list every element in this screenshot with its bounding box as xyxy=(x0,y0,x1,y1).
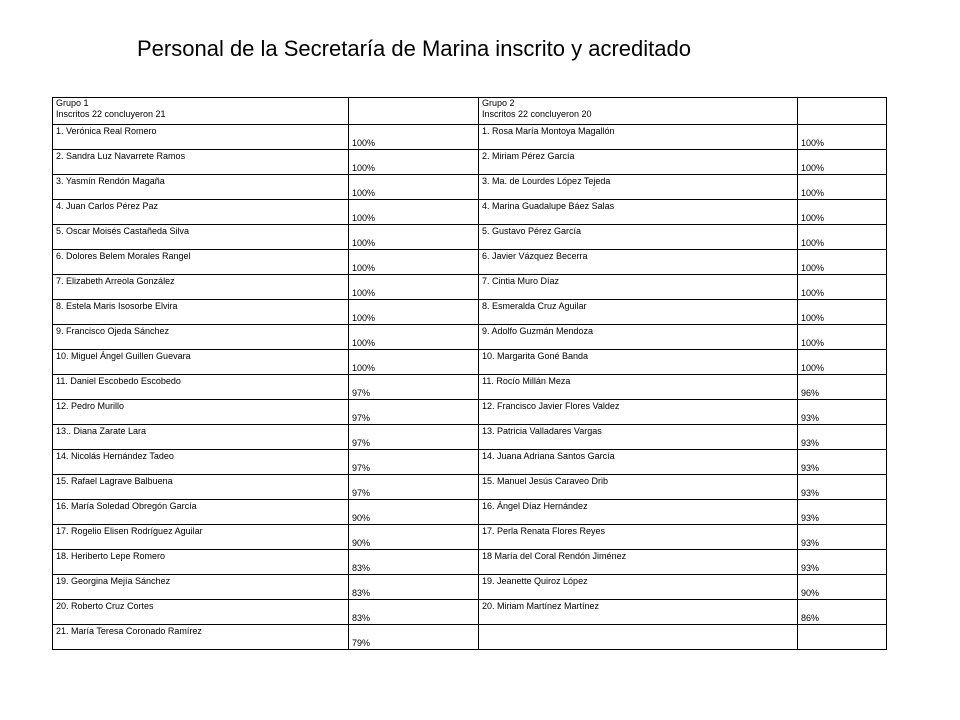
group-2-summary: Inscritos 22 concluyeron 20 xyxy=(482,109,592,119)
group-2-name-cell xyxy=(479,275,798,300)
group-header-row xyxy=(53,98,887,125)
participant-name: 3. Yasmín Rendón Magaña xyxy=(56,176,165,186)
completion-percentage: 100% xyxy=(352,288,376,298)
group-2-pct-cell xyxy=(798,300,887,325)
group-1-pct-cell xyxy=(349,500,479,525)
completion-percentage: 100% xyxy=(352,213,376,223)
completion-percentage: 100% xyxy=(352,313,376,323)
participant-name: 19. Georgina Mejía Sánchez xyxy=(56,576,171,586)
participant-name: 14. Juana Adriana Santos García xyxy=(482,451,615,461)
group-1-name-cell xyxy=(53,525,349,550)
group-1-summary: Inscritos 22 concluyeron 21 xyxy=(56,109,166,119)
group-1-name-cell xyxy=(53,250,349,275)
participant-name: 13. Patricia Valladares Vargas xyxy=(482,426,602,436)
group-1-pct-cell xyxy=(349,400,479,425)
group-1-pct-cell xyxy=(349,275,479,300)
group-1-name-cell xyxy=(53,500,349,525)
participant-name: 15. Manuel Jesús Caraveo Drib xyxy=(482,476,609,486)
completion-percentage: 100% xyxy=(801,263,825,273)
participant-name: 5. Oscar Moisés Castañeda Silva xyxy=(56,226,190,236)
participant-name: 21. María Teresa Coronado Ramírez xyxy=(56,626,202,636)
group-2-pct-cell xyxy=(798,250,887,275)
completion-percentage: 100% xyxy=(352,138,376,148)
group-1-pct-cell xyxy=(349,625,479,650)
group-1-name-cell xyxy=(53,375,349,400)
participant-name: 1. Rosa María Montoya Magallón xyxy=(482,126,615,136)
group-1-name-cell xyxy=(53,125,349,150)
group-1-pct-cell xyxy=(349,375,479,400)
group-2-name-cell xyxy=(479,600,798,625)
table-row xyxy=(53,350,887,375)
group-2-pct-cell xyxy=(798,400,887,425)
participant-name: 10. Miguel Ángel Guillen Guevara xyxy=(56,351,191,361)
group-2-pct-cell xyxy=(798,375,887,400)
group-2-pct-cell xyxy=(798,475,887,500)
participant-name: 11. Rocío Millán Meza xyxy=(482,376,571,386)
group-2-name-cell xyxy=(479,200,798,225)
roster-table xyxy=(52,97,887,650)
completion-percentage: 83% xyxy=(352,613,371,623)
completion-percentage: 100% xyxy=(801,163,825,173)
group-1-header xyxy=(53,98,349,125)
group-2-pct-cell xyxy=(798,525,887,550)
group-1-name-cell xyxy=(53,150,349,175)
group-1-name-cell xyxy=(53,300,349,325)
group-2-name-cell xyxy=(479,575,798,600)
participant-name: 7. Cintia Muro Díaz xyxy=(482,276,560,286)
group-2-pct-cell xyxy=(798,125,887,150)
participant-name: 3. Ma. de Lourdes López Tejeda xyxy=(482,176,611,186)
completion-percentage: 83% xyxy=(352,563,371,573)
group-2-pct-cell xyxy=(798,150,887,175)
group-1-pct-cell xyxy=(349,300,479,325)
group-2-name-cell xyxy=(479,175,798,200)
group-1-pct-cell xyxy=(349,350,479,375)
completion-percentage: 100% xyxy=(801,138,825,148)
participant-name: 18. Heriberto Lepe Romero xyxy=(56,551,166,561)
group-2-pct-cell xyxy=(798,275,887,300)
completion-percentage: 96% xyxy=(801,388,820,398)
group-2-name-cell xyxy=(479,250,798,275)
participant-name: 5. Gustavo Pérez García xyxy=(482,226,582,236)
table-row xyxy=(53,200,887,225)
completion-percentage: 86% xyxy=(801,613,820,623)
group-1-name-cell xyxy=(53,450,349,475)
completion-percentage: 93% xyxy=(801,513,820,523)
group-1-name-cell xyxy=(53,425,349,450)
participant-name: 1. Verónica Real Romero xyxy=(56,126,157,136)
participant-name: 2. Sandra Luz Navarrete Ramos xyxy=(56,151,186,161)
table-row xyxy=(53,125,887,150)
group-1-name-cell xyxy=(53,175,349,200)
participant-name: 10. Margarita Goné Banda xyxy=(482,351,589,361)
group-1-name-cell xyxy=(53,225,349,250)
group-1-header-pct-cell xyxy=(349,98,479,125)
table-row xyxy=(53,150,887,175)
table-row xyxy=(53,525,887,550)
table-row xyxy=(53,500,887,525)
completion-percentage: 97% xyxy=(352,463,371,473)
table-row xyxy=(53,475,887,500)
group-2-pct-cell xyxy=(798,175,887,200)
completion-percentage: 93% xyxy=(801,563,820,573)
group-2-pct-cell xyxy=(798,600,887,625)
group-2-name-cell xyxy=(479,300,798,325)
table-row xyxy=(53,450,887,475)
participant-name: 11. Daniel Escobedo Escobedo xyxy=(56,376,181,386)
group-2-header-pct-cell xyxy=(798,98,887,125)
group-1-name-cell xyxy=(53,550,349,575)
participant-name: 9. Francisco Ojeda Sánchez xyxy=(56,326,170,336)
group-1-pct-cell xyxy=(349,200,479,225)
completion-percentage: 93% xyxy=(801,538,820,548)
completion-percentage: 83% xyxy=(352,588,371,598)
completion-percentage: 97% xyxy=(352,413,371,423)
table-row xyxy=(53,600,887,625)
completion-percentage: 90% xyxy=(352,538,371,548)
participant-name: 13.. Diana Zarate Lara xyxy=(56,426,147,436)
table-row xyxy=(53,625,887,650)
group-1-pct-cell xyxy=(349,600,479,625)
page-title: Personal de la Secretaría de Marina inscrito y acreditado xyxy=(137,36,691,61)
participant-name: 4. Juan Carlos Pérez Paz xyxy=(56,201,159,211)
group-1-name-cell xyxy=(53,625,349,650)
group-2-pct-cell xyxy=(798,325,887,350)
group-1-pct-cell xyxy=(349,450,479,475)
participant-name: 19. Jeanette Quiroz López xyxy=(482,576,588,586)
group-1-name: Grupo 1 xyxy=(56,98,89,108)
group-1-pct-cell xyxy=(349,225,479,250)
table-row xyxy=(53,375,887,400)
table-row xyxy=(53,575,887,600)
group-2-name-cell xyxy=(479,325,798,350)
participant-name: 18 María del Coral Rendón Jiménez xyxy=(482,551,627,561)
completion-percentage: 93% xyxy=(801,488,820,498)
group-1-pct-cell xyxy=(349,550,479,575)
roster-body xyxy=(53,98,887,650)
group-2-name-cell xyxy=(479,350,798,375)
completion-percentage: 93% xyxy=(801,463,820,473)
completion-percentage: 93% xyxy=(801,413,820,423)
group-2-pct-cell xyxy=(798,575,887,600)
completion-percentage: 97% xyxy=(352,388,371,398)
group-2-name-cell xyxy=(479,625,798,650)
group-2-pct-cell xyxy=(798,425,887,450)
group-2-pct-cell xyxy=(798,500,887,525)
group-2-header xyxy=(479,98,798,125)
group-2-pct-cell xyxy=(798,450,887,475)
group-2-pct-cell xyxy=(798,350,887,375)
completion-percentage: 100% xyxy=(801,313,825,323)
group-1-name-cell xyxy=(53,475,349,500)
group-1-pct-cell xyxy=(349,575,479,600)
completion-percentage: 100% xyxy=(352,363,376,373)
completion-percentage: 93% xyxy=(801,438,820,448)
completion-percentage: 100% xyxy=(801,188,825,198)
group-1-pct-cell xyxy=(349,525,479,550)
completion-percentage: 97% xyxy=(352,488,371,498)
participant-name: 20. Roberto Cruz Cortes xyxy=(56,601,154,611)
participant-name: 9. Adolfo Guzmán Mendoza xyxy=(482,326,594,336)
completion-percentage: 79% xyxy=(352,638,371,648)
group-1-pct-cell xyxy=(349,325,479,350)
participant-name: 8. Estela Maris Isosorbe Elvira xyxy=(56,301,178,311)
completion-percentage: 100% xyxy=(801,288,825,298)
participant-name: 17. Rogelio Elisen Rodríguez Aguilar xyxy=(56,526,203,536)
group-2-name-cell xyxy=(479,400,798,425)
participant-name: 2. Miriam Pérez García xyxy=(482,151,575,161)
group-1-name-cell xyxy=(53,275,349,300)
participant-name: 17. Perla Renata Flores Reyes xyxy=(482,526,606,536)
group-1-pct-cell xyxy=(349,425,479,450)
group-2-name-cell xyxy=(479,125,798,150)
completion-percentage: 97% xyxy=(352,438,371,448)
group-2-pct-cell xyxy=(798,200,887,225)
completion-percentage: 100% xyxy=(352,338,376,348)
participant-name: 6. Javier Vázquez Becerra xyxy=(482,251,588,261)
participant-name: 14. Nicolás Hernández Tadeo xyxy=(56,451,174,461)
completion-percentage: 100% xyxy=(352,263,376,273)
completion-percentage: 100% xyxy=(352,163,376,173)
group-1-pct-cell xyxy=(349,250,479,275)
participant-name: 8. Esmeralda Cruz Aguilar xyxy=(482,301,587,311)
group-2-name: Grupo 2 xyxy=(482,98,515,108)
table-row xyxy=(53,225,887,250)
participant-name: 4. Marina Guadalupe Báez Salas xyxy=(482,201,615,211)
table-row xyxy=(53,400,887,425)
completion-percentage: 100% xyxy=(352,238,376,248)
group-2-name-cell xyxy=(479,225,798,250)
group-1-pct-cell xyxy=(349,125,479,150)
table-row xyxy=(53,300,887,325)
completion-percentage: 90% xyxy=(801,588,820,598)
completion-percentage: 100% xyxy=(801,338,825,348)
group-2-name-cell xyxy=(479,525,798,550)
group-2-name-cell xyxy=(479,150,798,175)
group-2-pct-cell xyxy=(798,225,887,250)
group-1-pct-cell xyxy=(349,150,479,175)
participant-name: 15. Rafael Lagrave Balbuena xyxy=(56,476,173,486)
group-1-name-cell xyxy=(53,575,349,600)
completion-percentage: 100% xyxy=(801,213,825,223)
group-2-name-cell xyxy=(479,375,798,400)
table-row xyxy=(53,425,887,450)
group-2-name-cell xyxy=(479,425,798,450)
group-1-pct-cell xyxy=(349,475,479,500)
completion-percentage: 100% xyxy=(801,363,825,373)
table-row xyxy=(53,325,887,350)
participant-name: 7. Elizabeth Arreola González xyxy=(56,276,175,286)
group-1-pct-cell xyxy=(349,175,479,200)
group-1-name-cell xyxy=(53,200,349,225)
participant-name: 6. Dolores Belem Morales Rangel xyxy=(56,251,191,261)
completion-percentage: 90% xyxy=(352,513,371,523)
participant-name: 12. Francisco Javier Flores Valdez xyxy=(482,401,620,411)
table-row xyxy=(53,250,887,275)
group-2-name-cell xyxy=(479,500,798,525)
table-row xyxy=(53,175,887,200)
participant-name: 16. María Soledad Obregón García xyxy=(56,501,197,511)
completion-percentage: 100% xyxy=(352,188,376,198)
participant-name: 16. Ángel Díaz Hernández xyxy=(482,501,588,511)
group-1-name-cell xyxy=(53,600,349,625)
group-1-name-cell xyxy=(53,325,349,350)
group-1-name-cell xyxy=(53,350,349,375)
group-2-pct-cell xyxy=(798,625,887,650)
group-2-name-cell xyxy=(479,475,798,500)
participant-name: 20. Miriam Martínez Martínez xyxy=(482,601,600,611)
group-1-name-cell xyxy=(53,400,349,425)
participant-name: 12. Pedro Murillo xyxy=(56,401,125,411)
group-2-name-cell xyxy=(479,450,798,475)
completion-percentage: 100% xyxy=(801,238,825,248)
group-2-pct-cell xyxy=(798,550,887,575)
group-2-name-cell xyxy=(479,550,798,575)
table-row xyxy=(53,275,887,300)
table-row xyxy=(53,550,887,575)
